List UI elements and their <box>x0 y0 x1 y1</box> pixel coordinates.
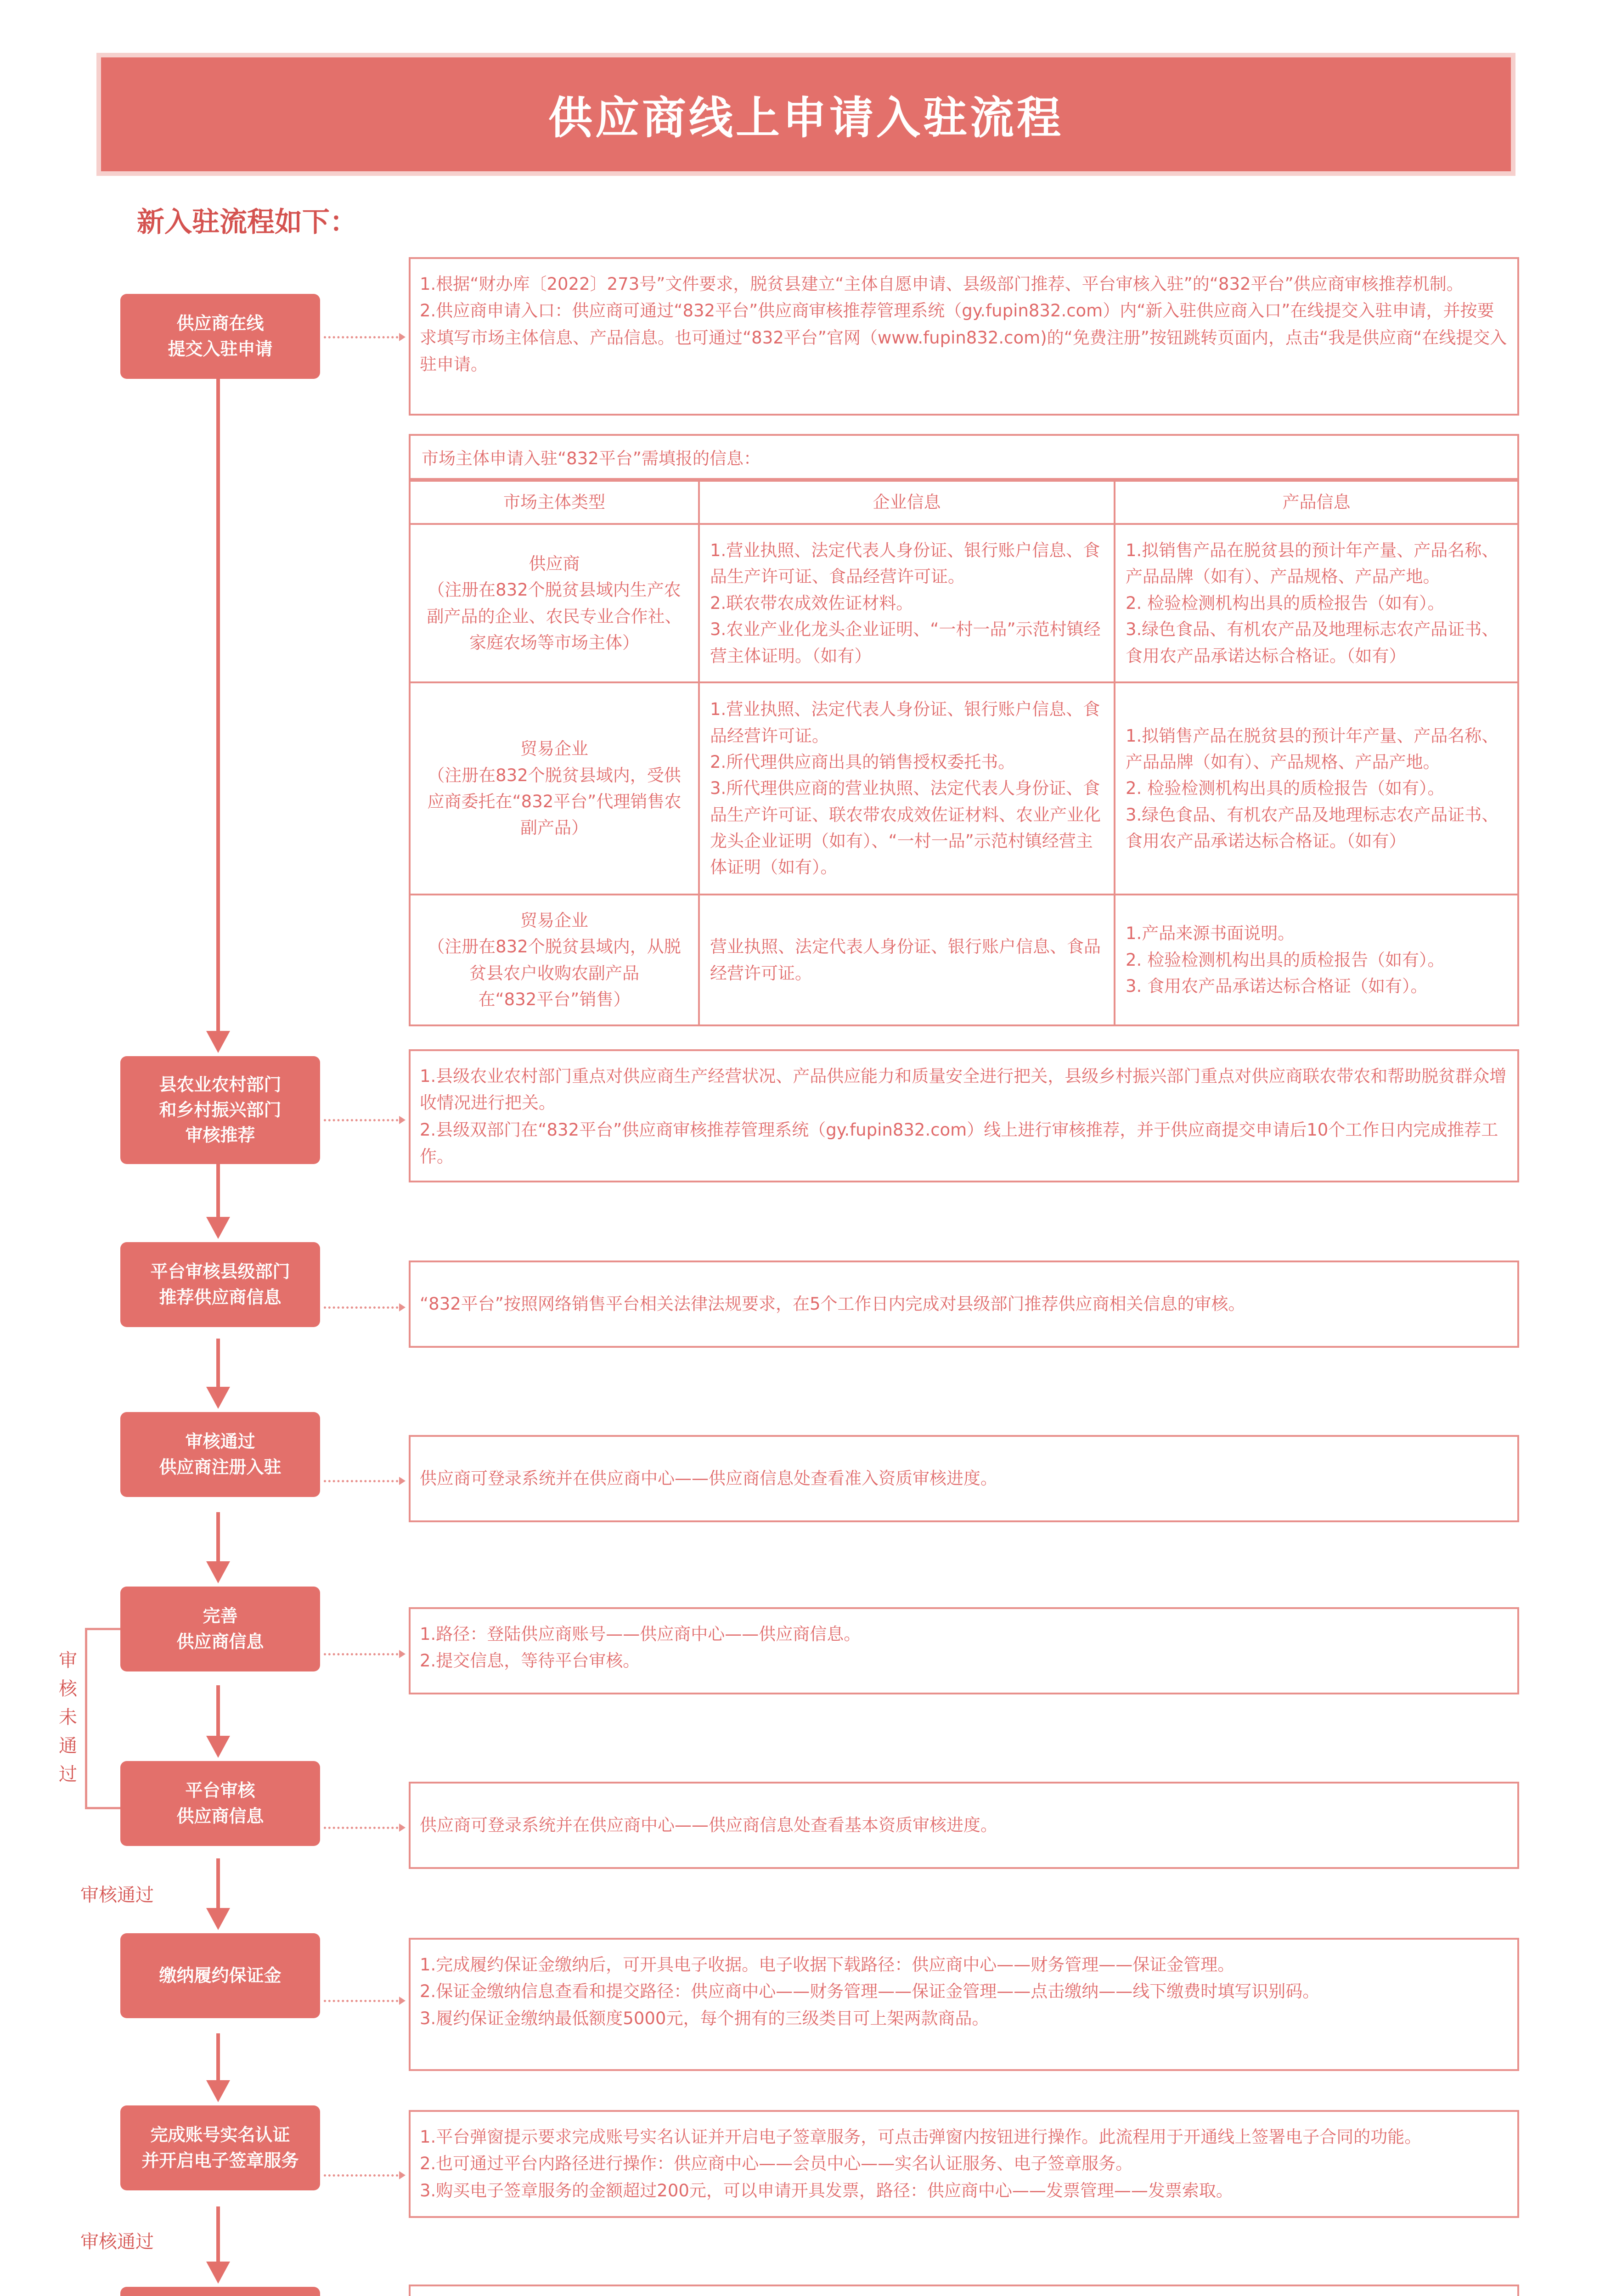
flow-arrow-icon <box>206 1387 230 1409</box>
flow-connector <box>216 2033 220 2080</box>
table-header: 产品信息 <box>1115 481 1517 524</box>
flow-connector <box>216 2206 220 2262</box>
step-label: 县农业农村部门 和乡村振兴部门 审核推荐 <box>159 1074 282 1146</box>
product-info-cell <box>1115 895 1517 1024</box>
description-line: 2.供应商申请入口：供应商可通过“832平台”供应商审核推荐管理系统（gy.fupin832.com）内“新入驻供应商入口”在线提交入驻申请，并按要求填写市场主体信息、产品信息。也可通过“832平台”官网（www.fupin832.com)的“免费注册”按钮跳转页面内，点击“我是供应商“在线提交入驻申请。 <box>420 301 1507 375</box>
enterprise-info-cell <box>699 682 1115 895</box>
step-box <box>120 2287 320 2296</box>
info-table <box>409 434 1519 1026</box>
description-box <box>409 257 1519 416</box>
pass-label: 审核通过 <box>80 1885 154 1906</box>
cell-line: 3.农业产业化龙头企业证明、“一村一品”示范村镇经营主体证明。（如有） <box>710 619 1101 666</box>
step-label: 平台审核 供应商信息 <box>176 1780 264 1826</box>
table-header: 企业信息 <box>699 481 1115 524</box>
description-line: “832平台”按照网络销售平台相关法律法规要求，在5个工作日内完成对县级部门推荐供应商相关信息的审核。 <box>420 1294 1245 1314</box>
description-box <box>409 1938 1519 2071</box>
description-line: 1.平台弹窗提示要求完成账号实名认证并开启电子签章服务，可点击弹窗内按钮进行操作。此流程用于开通线上签署电子合同的功能。 <box>420 2127 1422 2147</box>
description-box <box>409 1049 1519 1182</box>
table-row <box>411 524 1517 682</box>
flow-connector <box>216 1339 220 1387</box>
product-info-cell <box>1115 682 1517 895</box>
flow-arrow-icon <box>206 1736 230 1758</box>
step-label: 完成账号实名认证 并开启电子签章服务 <box>141 2125 299 2171</box>
dotted-connector <box>324 1480 403 1482</box>
step-box <box>120 1242 320 1327</box>
description-line: 3.履约保证金缴纳最低额度5000元，每个拥有的三级类目可上架两款商品。 <box>420 2008 989 2028</box>
product-info-cell <box>1115 524 1517 682</box>
description-line: 1.县级农业农村部门重点对供应商生产经营状况、产品供应能力和质量安全进行把关，县级乡村振兴部门重点对供应商联农带农和帮助脱贫群众增收情况进行把关。 <box>420 1066 1507 1113</box>
dotted-connector <box>324 1119 403 1121</box>
loop-back-line <box>85 1807 120 1809</box>
dotted-connector <box>324 1827 403 1829</box>
flow-connector <box>216 1512 220 1561</box>
dotted-connector <box>324 2174 403 2177</box>
table-row <box>411 895 1517 1024</box>
description-box <box>409 2285 1519 2296</box>
flow-arrow-icon <box>206 1561 230 1583</box>
flow-arrow-icon <box>206 1217 230 1239</box>
cell-line: 1.产品来源书面说明。 <box>1126 923 1295 944</box>
description-line: 2.县级双部门在“832平台”供应商审核推荐管理系统（gy.fupin832.com）线上进行审核推荐，并于供应商提交申请后10个工作日内完成推荐工作。 <box>420 1120 1498 1167</box>
description-box <box>409 2110 1519 2218</box>
step-box <box>120 1933 320 2018</box>
description-box <box>409 1435 1519 1522</box>
page-subtitle: 新入驻流程如下： <box>137 206 357 238</box>
cell-line: 2. 检验检测机构出具的质检报告（如有）。 <box>1126 950 1445 970</box>
step-label: 平台审核县级部门 推荐供应商信息 <box>150 1261 290 1307</box>
step-box <box>120 2105 320 2190</box>
description-line: 1.完成履约保证金缴纳后，可开具电子收据。电子收据下载路径：供应商中心——财务管理——保证金管理。 <box>420 1955 1235 1975</box>
cell-line: 1.拟销售产品在脱贫县的预计年产量、产品名称、产品品牌（如有）、产品规格、产品产地。 <box>1126 726 1499 772</box>
cell-line: 3.绿色食品、有机农产品及地理标志农产品证书、食用农产品承诺达标合格证。（如有） <box>1126 619 1499 666</box>
cell-line: 2.联农带农成效佐证材料。 <box>710 593 913 613</box>
dotted-connector <box>324 336 403 338</box>
cell-line: 1.营业执照、法定代表人身份证、银行账户信息、食品经营许可证。 <box>710 699 1100 746</box>
description-line: 供应商可登录系统并在供应商中心——供应商信息处查看基本资质审核进度。 <box>420 1815 997 1835</box>
title-banner <box>96 53 1515 176</box>
dotted-connector <box>324 1306 403 1309</box>
flow-arrow-icon <box>206 2080 230 2102</box>
step-box <box>120 1761 320 1846</box>
pass-label: 审核通过 <box>80 2231 154 2252</box>
cell-line: 3.绿色食品、有机农产品及地理标志农产品证书、食用农产品承诺达标合格证。（如有） <box>1126 805 1499 851</box>
flow-connector <box>216 379 220 1031</box>
step-label: 供应商在线 提交入驻申请 <box>168 313 273 359</box>
step-label: 完善 供应商信息 <box>176 1606 264 1652</box>
cell-line: 2. 检验检测机构出具的质检报告（如有）。 <box>1126 778 1445 799</box>
description-line: 3.购买电子签章服务的金额超过200元，可以申请开具发票，路径：供应商中心——发票管理——发票索取。 <box>420 2180 1233 2200</box>
description-line: 2.也可通过平台内路径进行操作：供应商中心——会员中心——实名认证服务、电子签章服务。 <box>420 2154 1133 2174</box>
step-box <box>120 294 320 379</box>
step-label: 缴纳履约保证金 <box>159 1965 282 1986</box>
loop-back-line <box>85 1628 87 1808</box>
entity-type-cell: 贸易企业 （注册在832个脱贫县域内，从脱贫县农户收购农副产品 在“832平台”销售） <box>411 895 699 1024</box>
loop-fail-label: 审核未通过 <box>59 1650 77 1785</box>
description-line: 2.提交信息，等待平台审核。 <box>420 1651 640 1671</box>
cell-line: 3.所代理供应商的营业执照、法定代表人身份证、食品生产许可证、联农带农成效佐证材料、农业产业化龙头企业证明（如有）、“一村一品”示范村镇经营主体证明（如有）。 <box>710 778 1101 878</box>
description-box <box>409 1261 1519 1348</box>
step-label: 审核通过 供应商注册入驻 <box>159 1431 282 1477</box>
loop-back-line <box>85 1628 120 1630</box>
description-box <box>409 1782 1519 1869</box>
enterprise-info-cell <box>699 895 1115 1024</box>
flow-connector <box>216 1685 220 1736</box>
cell-line: 3. 食用农产品承诺达标合格证（如有）。 <box>1126 976 1428 996</box>
cell-line: 2.所代理供应商出具的销售授权委托书。 <box>710 752 1015 772</box>
flow-arrow-icon <box>206 1031 230 1053</box>
table-header: 市场主体类型 <box>411 481 699 524</box>
flow-arrow-icon <box>206 2262 230 2284</box>
step-box <box>120 1412 320 1497</box>
description-box <box>409 1607 1519 1694</box>
description-line: 1.路径：登陆供应商账号——供应商中心——供应商信息。 <box>420 1624 861 1644</box>
table-row <box>411 682 1517 895</box>
flow-connector <box>216 1164 220 1217</box>
cell-line: 1.营业执照、法定代表人身份证、银行账户信息、食品生产许可证、食品经营许可证。 <box>710 540 1100 587</box>
info-table-caption: 市场主体申请入驻“832平台”需填报的信息： <box>411 436 1517 480</box>
cell-line: 2. 检验检测机构出具的质检报告（如有）。 <box>1126 593 1445 613</box>
description-line: 2.保证金缴纳信息查看和提交路径：供应商中心——财务管理——保证金管理——点击缴纳——线下缴费时填写识别码。 <box>420 1981 1320 2002</box>
cell-line: 1.拟销售产品在脱贫县的预计年产量、产品名称、产品品牌（如有）、产品规格、产品产地。 <box>1126 540 1499 587</box>
cell-line: 营业执照、法定代表人身份证、银行账户信息、食品经营许可证。 <box>710 937 1101 983</box>
entity-type-cell: 贸易企业 （注册在832个脱贫县域内，受供应商委托在“832平台”代理销售农副产品） <box>411 682 699 895</box>
enterprise-info-cell <box>699 524 1115 682</box>
step-box <box>120 1587 320 1671</box>
description-line: 供应商可登录系统并在供应商中心——供应商信息处查看准入资质审核进度。 <box>420 1468 997 1488</box>
entity-type-cell: 供应商 （注册在832个脱贫县域内生产农副产品的企业、农民专业合作社、家庭农场等市场主体） <box>411 524 699 682</box>
page-title: 供应商线上申请入驻流程 <box>548 92 1064 144</box>
description-line: 1.根据“财办库〔2022〕273号”文件要求，脱贫县建立“主体自愿申请、县级部门推荐、平台审核入驻”的“832平台”供应商审核推荐机制。 <box>420 274 1464 294</box>
dotted-connector <box>324 1653 403 1655</box>
flow-connector <box>216 1858 220 1908</box>
flow-arrow-icon <box>206 1908 230 1930</box>
dotted-connector <box>324 2000 403 2002</box>
step-box <box>120 1056 320 1164</box>
